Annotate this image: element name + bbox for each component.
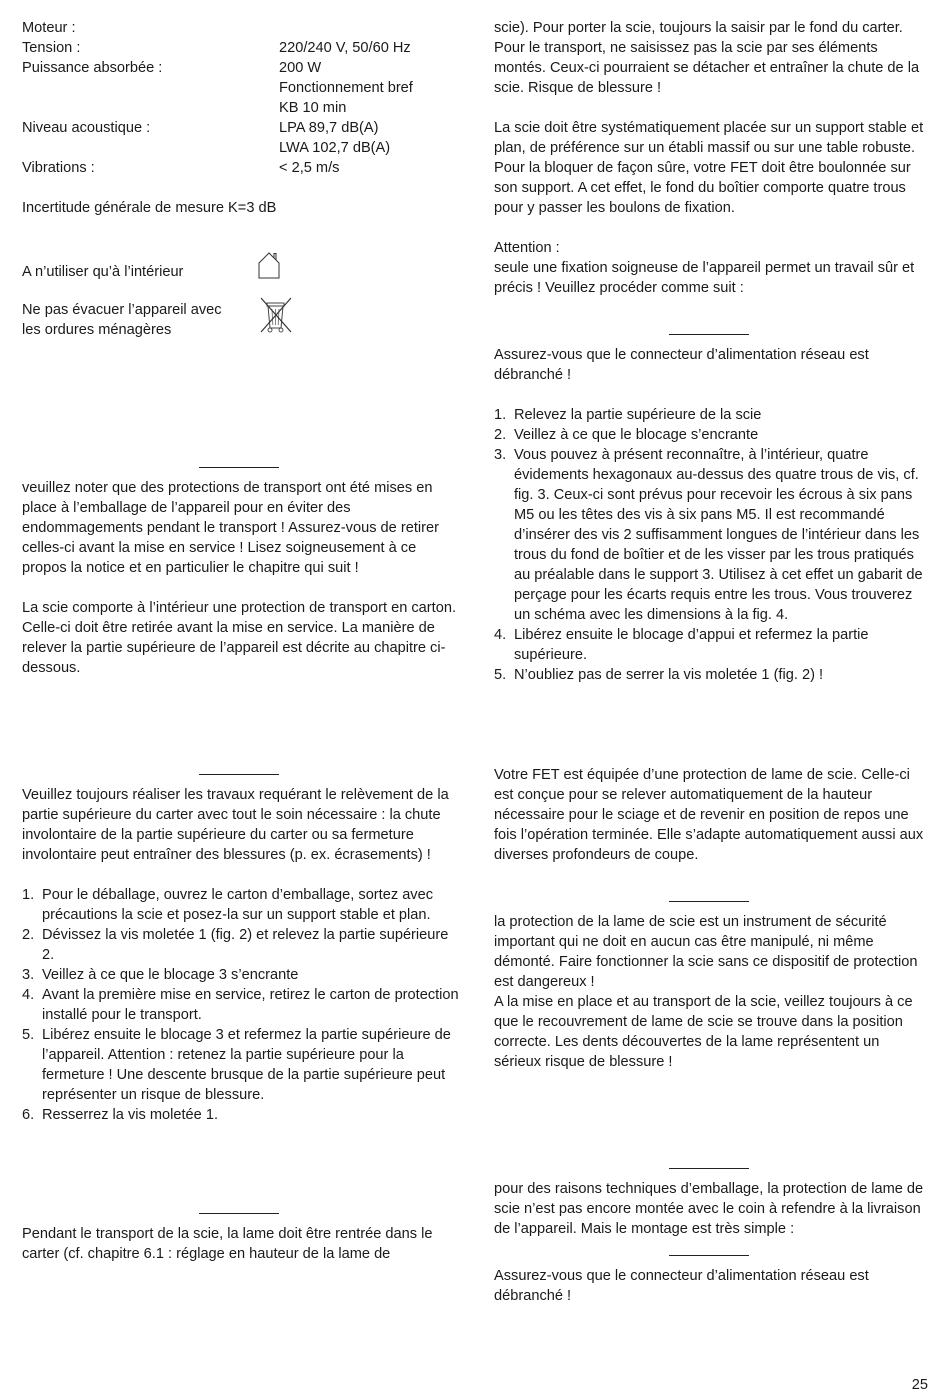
spec-row — [22, 58, 462, 78]
spec-key — [22, 138, 279, 158]
list-item — [494, 665, 930, 685]
list-item-number: 4. — [494, 627, 507, 643]
crossed-bin-icon — [256, 294, 296, 334]
list-item — [22, 925, 462, 965]
spec-key — [22, 98, 279, 118]
list-item — [22, 885, 462, 925]
list-item-number: 1. — [22, 887, 35, 903]
list-item-text: Resserrez la vis moletée 1. — [42, 1107, 219, 1123]
list-item-number: 2. — [22, 927, 35, 943]
list-item-text: Pour le déballage, ouvrez le carton d’emballage, sortez avec précautions la scie et posez-la sur un support stable et plan. — [42, 887, 434, 923]
spec-row — [22, 138, 462, 158]
list-item-text: Libérez ensuite le blocage d’appui et refermez la partie supérieure. — [514, 627, 869, 663]
list-item-text: Veillez à ce que le blocage s’encrante — [514, 427, 759, 443]
list-item-text: Vous pouvez à présent reconnaître, à l’intérieur, quatre évidements hexagonaux au-dessus des quatre trous de vis, cf. fig. 3. Ceux-ci sont prévus pour recevoir les écrous à six pans M5 ou les têtes des vis à six pans M5. Il est recommandé d’insérer des vis 2 suffisamment longues de l’intérieur dans les trous du fond de boîtier et de les visser par les trous pratiqués au préalable dans le support 3. Utilisez à cet effet un gabarit de perçage pour les écarts requis entre les trous. Vous trouverez un schéma avec les dimensions à la fig. 4. — [514, 447, 923, 623]
list-item-text: Relevez la partie supérieure de la scie — [514, 407, 762, 423]
lift-warning: Veuillez toujours réaliser les travaux requérant le relèvement de la partie supérieure du carter avec tout le soin nécessaire : la chute involontaire de la partie supérieure du carter ou sa fermeture involontaire peut entraîner des blessures (p. ex. écrasements) ! — [22, 787, 449, 863]
list-item — [22, 965, 462, 985]
spec-row — [22, 118, 462, 138]
list-item — [494, 405, 930, 425]
list-item-text: N’oubliez pas de serrer la vis moletée 1 (fig. 2) ! — [514, 667, 824, 683]
spec-key: Puissance absorbée : — [22, 60, 163, 76]
carton-protection-note: La scie comporte à l’intérieur une protection de transport en carton. Celle-ci doit être retirée avant la mise en service. La manière de relever la partie supérieure de l’appareil est décrite au chapitre ci-dessous. — [22, 600, 457, 676]
page-number: 25 — [911, 1377, 928, 1393]
waste-disposal-row — [22, 300, 462, 340]
left-column — [22, 18, 462, 1264]
spec-row — [22, 98, 462, 118]
spec-row — [22, 78, 462, 98]
blade-guard-description: Votre FET est équipée d’une protection de lame de scie. Celle-ci est conçue pour se relever automatiquement de la hauteur nécessaire pour le sciage et de revenir en position de repos une fois l’opération terminée. Elle s’adapte automatiquement aussi aux diverses profondeurs de coupe. — [494, 767, 924, 863]
list-item-text: Avant la première mise en service, retirez le carton de protection installé pour le transport. — [42, 987, 459, 1023]
spec-key: Tension : — [22, 40, 81, 56]
right-column — [494, 18, 930, 1306]
mounting-instructions: La scie doit être systématiquement placée sur un support stable et plan, de préférence sur un établi massif ou sur une table robuste. Pour la bloquer de façon sûre, votre FET doit être boulonnée sur son support. A cet effet, le fond du boîtier comporte quatre trous pour y passer les boulons de fixation. — [494, 120, 924, 216]
spec-key — [22, 78, 279, 98]
attention-text: seule une fixation soigneuse de l’appareil permet un travail sûr et précis ! Veuillez procéder comme suit : — [494, 260, 915, 296]
technical-specs — [22, 18, 462, 178]
list-item-number: 4. — [22, 987, 35, 1003]
unplug-warning-2: Assurez-vous que le connecteur d’alimentation réseau est débranché ! — [494, 1268, 869, 1304]
packaging-note: pour des raisons techniques d’emballage, la protection de lame de scie n’est pas encore montée avec le coin à refendre à la livraison de l’appareil. Mais le montage est très simple : — [494, 1181, 924, 1237]
spec-value: Fonctionnement bref — [279, 80, 413, 96]
unplug-warning: Assurez-vous que le connecteur d’alimentation réseau est débranché ! — [494, 347, 869, 383]
waste-disposal-text: Ne pas évacuer l’appareil avec les ordures ménagères — [22, 302, 222, 338]
spec-key: Niveau acoustique : — [22, 120, 151, 136]
list-item-number: 3. — [22, 967, 35, 983]
transport-protection-note: veuillez noter que des protections de transport ont été mises en place à l’emballage de l’appareil pour en éviter des endommagements pendant le transport ! Assurez-vous de retirer celles-ci avant la mise en service ! Lisez soigneusement à ce propos la notice et en particulier le chapitre qui suit ! — [22, 480, 439, 576]
transport-blade-note: Pendant le transport de la scie, la lame doit être rentrée dans le carter (cf. chapitre 6.1 : réglage en hauteur de la lame de — [22, 1226, 433, 1262]
indoor-use-text: A n’utiliser qu’à l’intérieur — [22, 264, 184, 280]
mounting-steps — [494, 405, 930, 685]
spec-value: LWA 102,7 dB(A) — [279, 140, 391, 156]
spec-value: KB 10 min — [279, 100, 347, 116]
spec-value: 220/240 V, 50/60 Hz — [279, 40, 411, 56]
unpacking-steps — [22, 885, 462, 1125]
list-item — [494, 625, 930, 665]
spec-row — [22, 158, 462, 178]
indoor-use-row — [22, 250, 462, 282]
measurement-uncertainty: Incertitude générale de mesure K=3 dB — [22, 200, 277, 216]
spec-key: Vibrations : — [22, 160, 95, 176]
spec-row — [22, 38, 462, 58]
attention-label: Attention : — [494, 240, 560, 256]
list-item-text: Dévissez la vis moletée 1 (fig. 2) et relevez la partie supérieure 2. — [42, 927, 449, 963]
list-item-number: 6. — [22, 1107, 35, 1123]
spec-key: Moteur : — [22, 20, 76, 36]
list-item — [22, 1105, 462, 1125]
list-item-number: 5. — [22, 1027, 35, 1043]
spec-row — [22, 18, 462, 38]
list-item — [494, 425, 930, 445]
list-item — [22, 1025, 462, 1105]
blade-guard-warning: la protection de la lame de scie est un instrument de sécurité important qui ne doit en aucun cas être manipulé, ni même démonté. Faire fonctionner la scie sans ce dispositif de protection est dangereux ! — [494, 914, 918, 990]
list-item-number: 3. — [494, 447, 507, 463]
house-icon — [256, 250, 282, 280]
spec-value: LPA 89,7 dB(A) — [279, 120, 379, 136]
list-item — [22, 985, 462, 1025]
list-item-text: Veillez à ce que le blocage 3 s’encrante — [42, 967, 299, 983]
spec-value: 200 W — [279, 60, 322, 76]
spec-value — [279, 18, 462, 38]
list-item-number: 2. — [494, 427, 507, 443]
list-item-number: 5. — [494, 667, 507, 683]
blade-guard-transport-warning: A la mise en place et au transport de la scie, veillez toujours à ce que le recouvrement de lame de scie se trouve dans la position correcte. Les dents découvertes de la lame représentent un sérieux risque de blessure ! — [494, 994, 913, 1070]
spec-value: < 2,5 m/s — [279, 160, 340, 176]
list-item-text: Libérez ensuite le blocage 3 et refermez la partie supérieure de l’appareil. Attention : retenez la partie supérieure pour la fermeture ! Une descente brusque de la partie supérieure peut représenter un risque de blessure. — [42, 1027, 451, 1103]
list-item — [494, 445, 930, 625]
carry-instructions: scie). Pour porter la scie, toujours la saisir par le fond du carter. Pour le transport, ne saisissez pas la scie par ses éléments montés. Ceux-ci pourraient se détacher et entraîner la chute de la scie. Risque de blessure ! — [494, 20, 920, 96]
list-item-number: 1. — [494, 407, 507, 423]
